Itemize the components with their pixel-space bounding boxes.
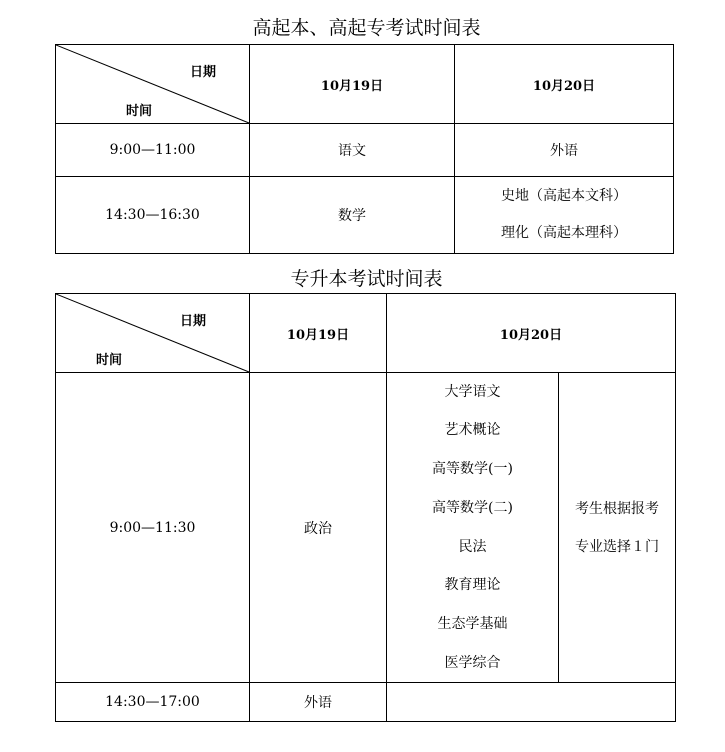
table1-row2-oct20 [455, 177, 674, 254]
table1-row2-time: 14:30—16:30 [56, 177, 250, 254]
table1-row1-oct19: 语文 [250, 124, 455, 177]
subject-item: 医学综合 [444, 654, 501, 671]
table2 [55, 293, 676, 722]
table1-row1-time: 9:00—11:00 [56, 124, 250, 177]
table2-row1-oct19: 政治 [250, 373, 387, 683]
table2-row1-subjects [387, 373, 559, 683]
note-line: 专业选择１门 [575, 538, 659, 555]
table2-diagonal-header [56, 294, 250, 373]
diagonal-line [56, 45, 250, 124]
table2-row2-oct20 [387, 683, 676, 722]
subject-lihua: 理化（高起本理科） [501, 225, 627, 241]
date-label: 日期 [180, 314, 207, 329]
table2-header-oct20: 10月20日 [387, 294, 676, 373]
subject-item: 民法 [458, 538, 487, 555]
table1-row1-oct20: 外语 [455, 124, 674, 177]
table1-diagonal-header [56, 45, 250, 124]
time-label: 时间 [96, 353, 123, 368]
subject-item: 高等数学(一) [432, 461, 513, 478]
table1-header-oct20: 10月20日 [455, 45, 674, 124]
table1-row2-oct19: 数学 [250, 177, 455, 254]
note-line: 考生根据报考 [575, 500, 659, 517]
table2-row2-oct19: 外语 [250, 683, 387, 722]
table2-header-oct19: 10月19日 [250, 294, 387, 373]
table2-row1-time: 9:00—11:30 [56, 373, 250, 683]
table1-header-oct19: 10月19日 [250, 45, 455, 124]
subject-item: 教育理论 [444, 577, 501, 594]
table2-title: 专升本考试时间表 [290, 268, 443, 290]
diagonal-line [56, 294, 250, 373]
subject-item: 大学语文 [444, 383, 501, 400]
subject-item: 生态学基础 [437, 615, 508, 632]
time-label: 时间 [126, 104, 153, 119]
table1-title: 高起本、高起专考试时间表 [252, 17, 481, 39]
table2-row1-note [559, 373, 676, 683]
subject-item: 高等数学(二) [432, 499, 513, 516]
subject-item: 艺术概论 [444, 422, 501, 439]
table2-row2-time: 14:30—17:00 [56, 683, 250, 722]
subject-shidi: 史地（高起本文科） [501, 188, 627, 204]
date-label: 日期 [190, 65, 217, 80]
table1 [55, 44, 674, 254]
